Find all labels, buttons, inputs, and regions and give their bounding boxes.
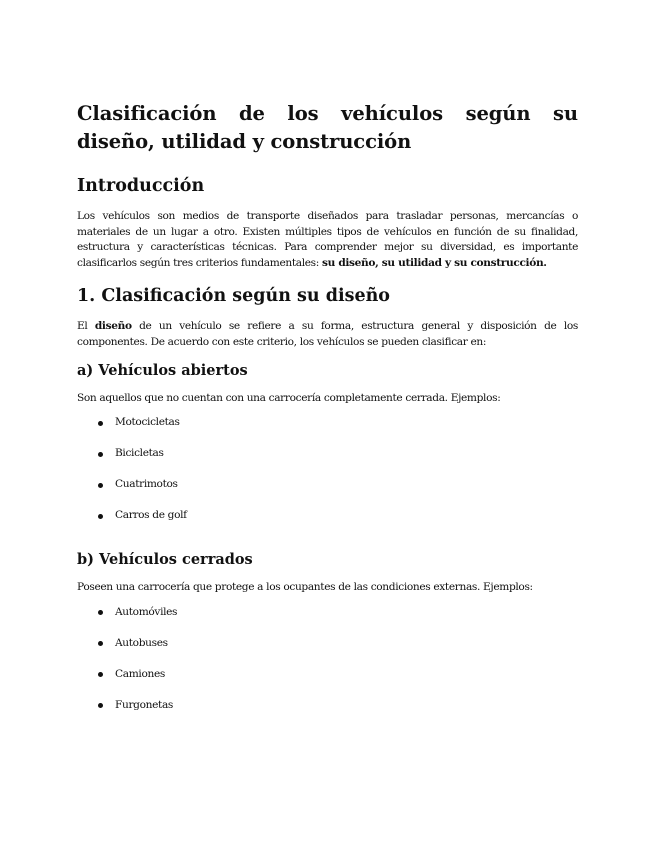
bullet-icon: [98, 641, 103, 646]
document-page: [77, 100, 578, 729]
subsection-open-heading: a) Vehículos abiertos: [77, 361, 248, 379]
list-item: Furgonetas: [77, 698, 578, 713]
bullet-icon: [98, 452, 103, 457]
open-vehicles-list: [77, 415, 578, 523]
intro-paragraph-criteria: su diseño, su utilidad y su construcción.: [322, 256, 547, 269]
subsection-open-description: Son aquellos que no cuentan con una carrocería completamente cerrada. Ejemplos:: [77, 391, 501, 404]
list-item: Bicicletas: [77, 446, 578, 461]
subsection-closed-description: Poseen una carrocería que protege a los ocupantes de las condiciones externas. Ejemplos:: [77, 581, 533, 594]
list-item: Automóviles: [77, 605, 578, 620]
list-item: Autobuses: [77, 636, 578, 651]
intro-paragraph-text: Los vehículos son medios de transporte diseñados para trasladar personas, mercancías o materiales de un lugar a otro. Existen múltiples tipos de vehículos en función de su finalidad, estructura y características técnicas. Para comprender mejor su diversidad, es importante clasificarlos según tres criterios fundamentales:: [77, 210, 578, 269]
section1-paragraph-keyword: diseño: [94, 320, 132, 333]
list-item: Camiones: [77, 667, 578, 682]
bullet-icon: [98, 610, 103, 615]
list-item: Carros de golf: [77, 508, 578, 523]
section1-paragraph-post: de un vehículo se refiere a su forma, estructura general y disposición de los componentes. De acuerdo con este criterio, los vehículos se pueden clasificar en:: [77, 320, 578, 348]
subsection-closed-heading: b) Vehículos cerrados: [77, 551, 253, 569]
bullet-icon: [98, 421, 103, 426]
closed-vehicles-list: [77, 605, 578, 713]
document-title: Clasificación de los vehículos según su diseño, utilidad y construcción: [77, 102, 578, 153]
section1-paragraph-pre: El: [77, 320, 95, 333]
bullet-icon: [98, 672, 103, 677]
intro-heading: Introducción: [77, 176, 205, 196]
section1-paragraph: [77, 319, 578, 350]
bullet-icon: [98, 514, 103, 519]
list-item: Motocicletas: [77, 415, 578, 430]
section1-heading: 1. Clasificación según su diseño: [77, 286, 390, 307]
intro-paragraph: [77, 209, 578, 271]
bullet-icon: [98, 483, 103, 488]
list-item: Cuatrimotos: [77, 477, 578, 492]
bullet-icon: [98, 703, 103, 708]
